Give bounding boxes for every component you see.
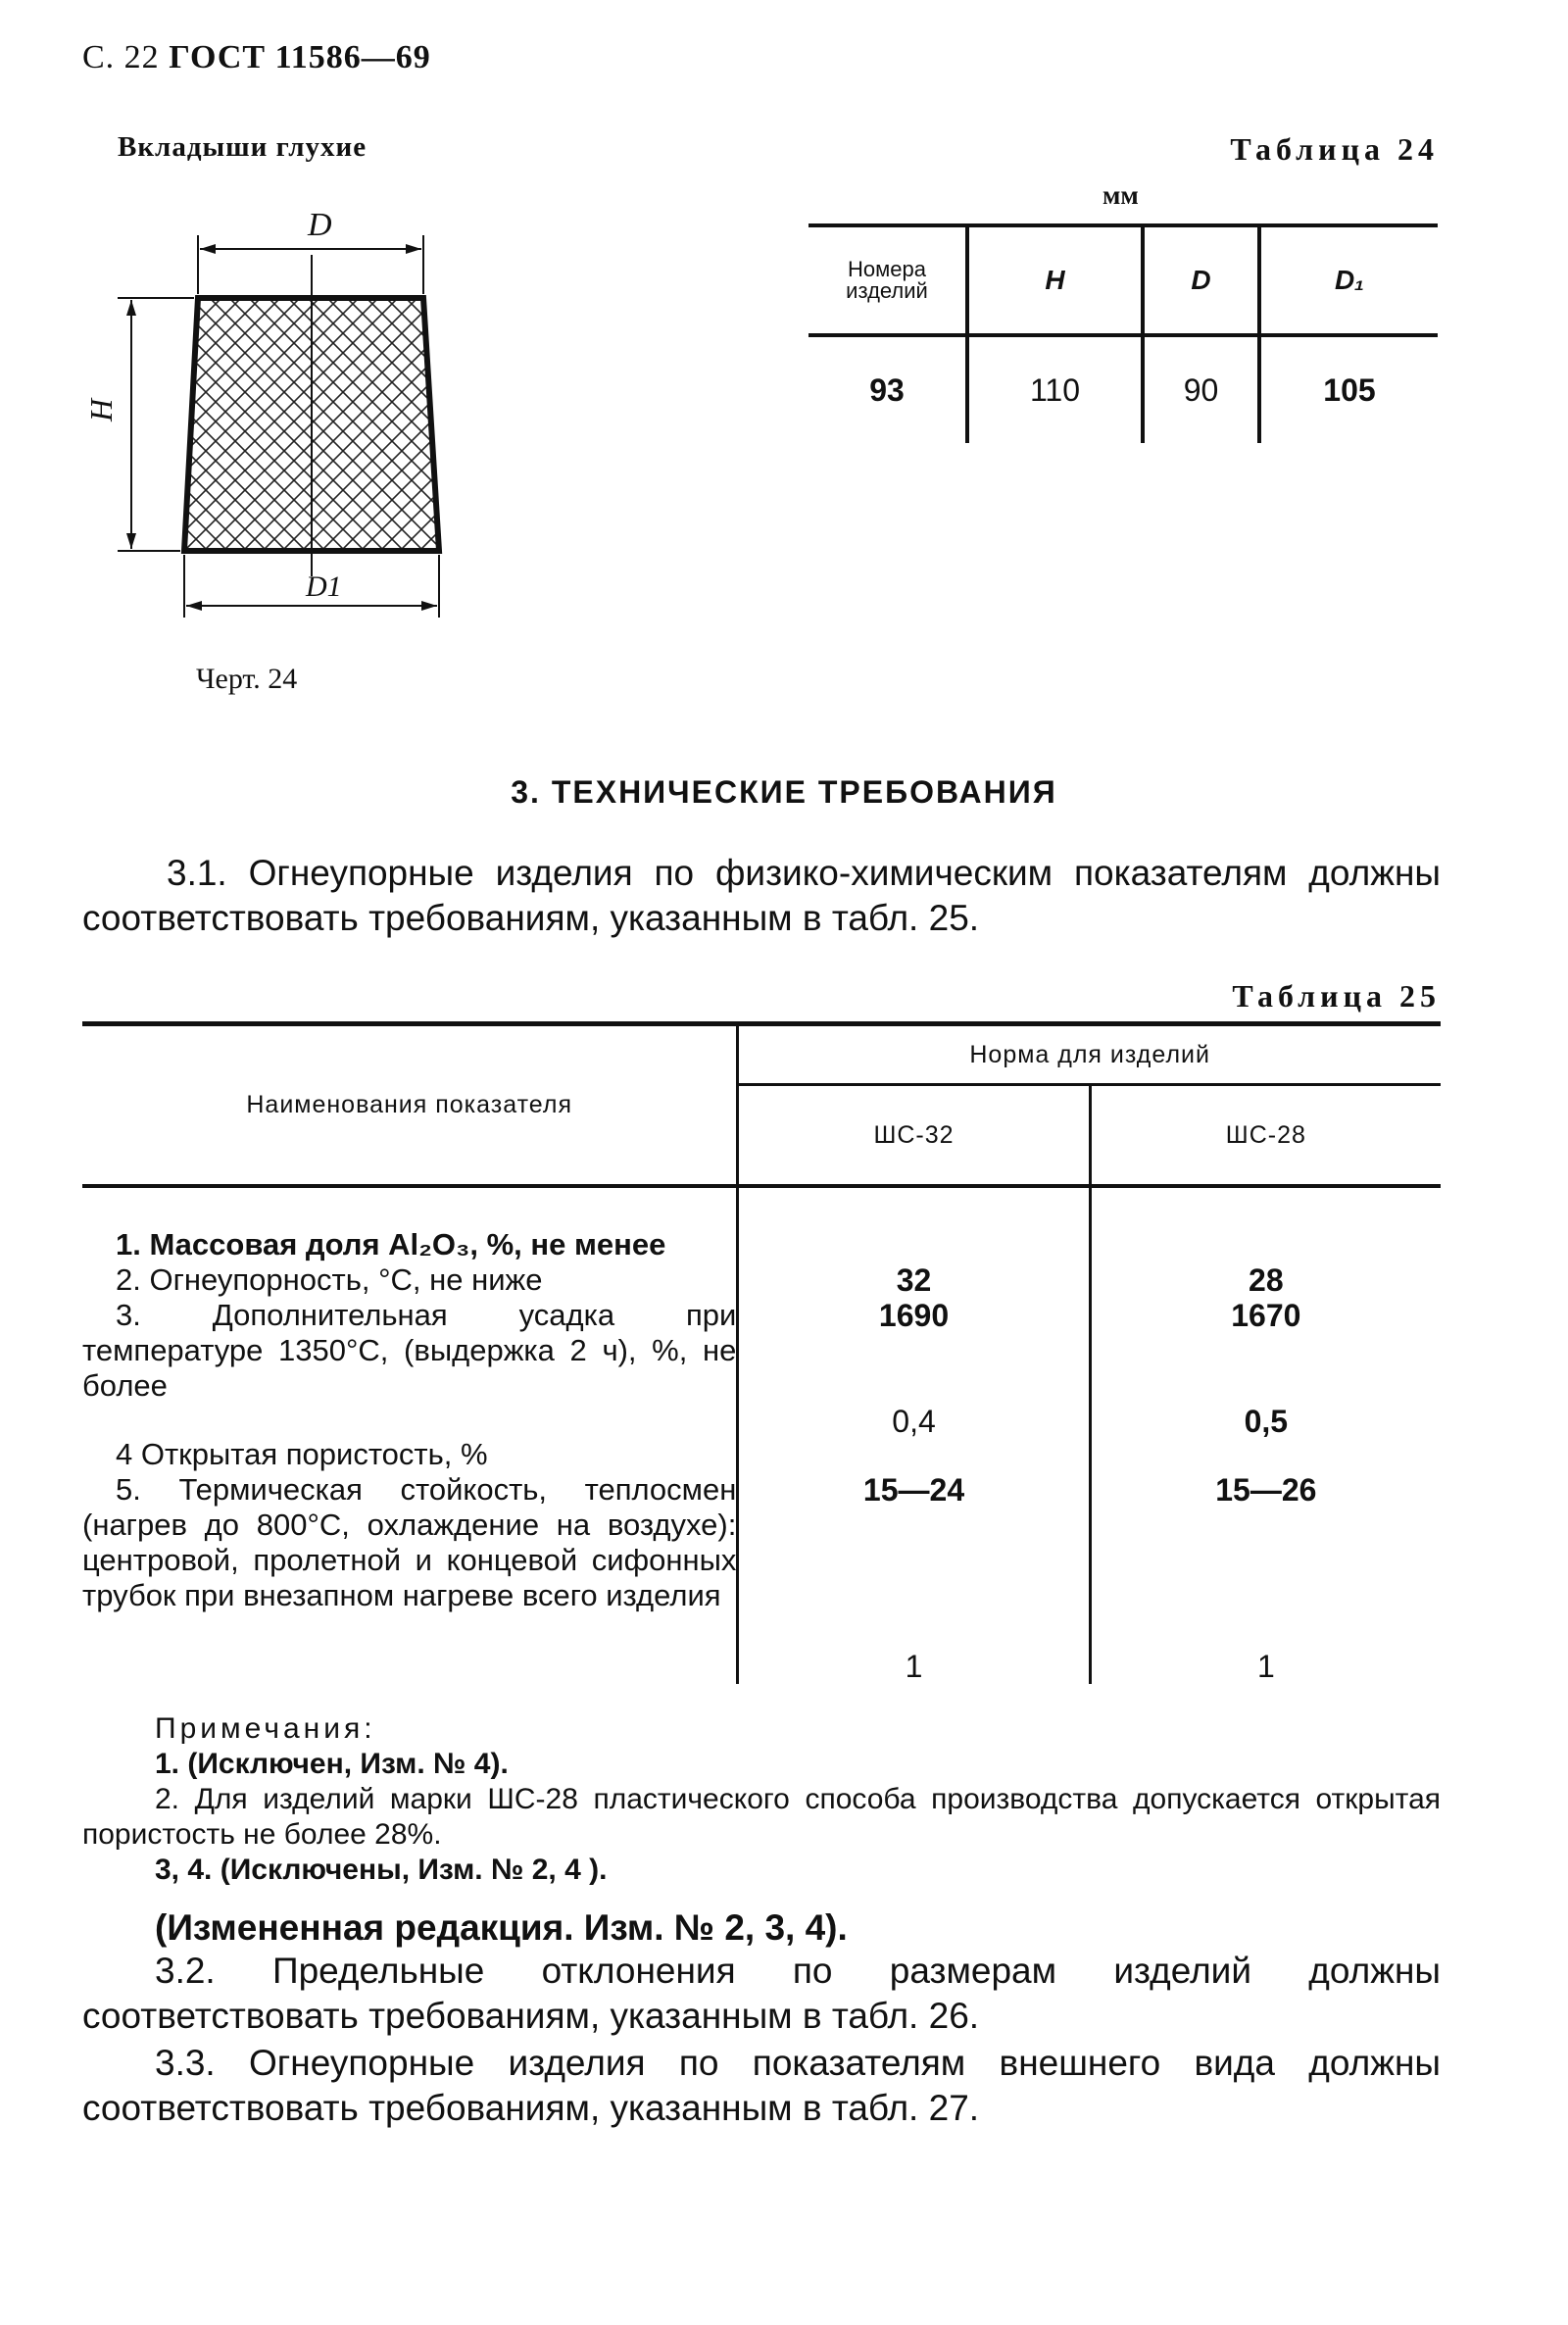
table-row bbox=[808, 335, 1438, 443]
dim-label-d1: D1 bbox=[306, 570, 342, 603]
table24-cell: 110 bbox=[967, 335, 1143, 443]
table25-label: Таблица 25 bbox=[1232, 978, 1441, 1014]
table-row bbox=[82, 1186, 1441, 1684]
table25-item: 4 Открытая пористость, % bbox=[116, 1437, 488, 1471]
table25-item: 2. Огнеупорность, °С, не ниже bbox=[116, 1262, 543, 1297]
table25-value: 32 bbox=[896, 1262, 932, 1298]
change-note: (Измененная редакция. Изм. № 2, 3, 4). bbox=[155, 1907, 848, 1948]
table24-label: Таблица 24 bbox=[1230, 131, 1439, 167]
table25-col-norm: Норма для изделий bbox=[738, 1024, 1441, 1085]
table24-col-d: D bbox=[1143, 225, 1259, 335]
table25 bbox=[82, 1021, 1441, 1684]
dim-label-d: D bbox=[308, 207, 332, 243]
figure-title: Вкладыши глухие bbox=[118, 131, 368, 163]
table25-value: 15—24 bbox=[862, 1472, 965, 1508]
table25-value: 1690 bbox=[878, 1298, 950, 1333]
figure-caption: Черт. 24 bbox=[196, 663, 298, 695]
table24-col-d1: D₁ bbox=[1259, 225, 1438, 335]
section-title: 3. ТЕХНИЧЕСКИЕ ТРЕБОВАНИЯ bbox=[511, 774, 1057, 810]
table24-cell: 105 bbox=[1259, 335, 1438, 443]
paragraph-3-2: 3.2. Предельные отклонения по размерам изделий должны соответствовать требованиям, указанным в табл. 26. bbox=[82, 1951, 1441, 2036]
table25-grade-2: ШС-28 bbox=[1090, 1085, 1441, 1187]
table24-col-h: H bbox=[967, 225, 1143, 335]
table24-cell: 93 bbox=[869, 371, 905, 408]
table25-value: 1670 bbox=[1231, 1298, 1301, 1333]
table25-grade-1: ШС-32 bbox=[738, 1085, 1090, 1187]
table25-value: 1 bbox=[905, 1649, 923, 1684]
page-number: С. 22 bbox=[82, 39, 160, 75]
table25-item: 1. Массовая доля Al₂O₃, %, не менее bbox=[116, 1227, 666, 1261]
table25-value: 15—26 bbox=[1215, 1472, 1317, 1508]
notes-title: Примечания: bbox=[155, 1712, 376, 1745]
table24-col-number: Номера изделий bbox=[846, 257, 928, 303]
table25-value: 1 bbox=[1256, 1649, 1275, 1684]
table25-col-name: Наименования показателя bbox=[82, 1024, 738, 1187]
note-2: 2. Для изделий марки ШС-28 пластического способа производства допускается открытая пористость не более 28%. bbox=[82, 1783, 1441, 1851]
figure-drawing bbox=[83, 196, 461, 637]
standard-number: ГОСТ 11586—69 bbox=[169, 39, 431, 75]
table25-value: 28 bbox=[1249, 1262, 1284, 1298]
paragraph-3-1: 3.1. Огнеупорные изделия по физико-химическим показателям должны соответствовать требованиям, указанным в табл. 25. bbox=[82, 853, 1441, 938]
dim-label-h: H bbox=[83, 398, 119, 421]
table24-unit: мм bbox=[1102, 180, 1139, 210]
table25-item: 3. Дополнительная усадка при температуре 1350°С, (выдержка 2 ч), %, не более bbox=[82, 1298, 737, 1403]
page-header bbox=[82, 39, 431, 76]
notes bbox=[82, 1711, 1441, 1888]
table24 bbox=[808, 223, 1438, 443]
paragraph-3-3: 3.3. Огнеупорные изделия по показателям внешнего вида должны соответствовать требованиям, указанным в табл. 27. bbox=[82, 2043, 1441, 2128]
table25-value: 0,5 bbox=[1244, 1404, 1289, 1439]
table25-value: 0,4 bbox=[892, 1404, 936, 1439]
table25-item: 5. Термическая стойкость, теплосмен (нагрев до 800°С, охлаждение на воздухе): центровой, пролетной и концевой сифонных трубок при внезапном нагреве всего изделия bbox=[82, 1472, 737, 1612]
note-1: 1. (Исключен, Изм. № 4). bbox=[155, 1748, 509, 1780]
table24-cell: 90 bbox=[1143, 335, 1259, 443]
note-3-4: 3, 4. (Исключены, Изм. № 2, 4 ). bbox=[155, 1854, 608, 1886]
